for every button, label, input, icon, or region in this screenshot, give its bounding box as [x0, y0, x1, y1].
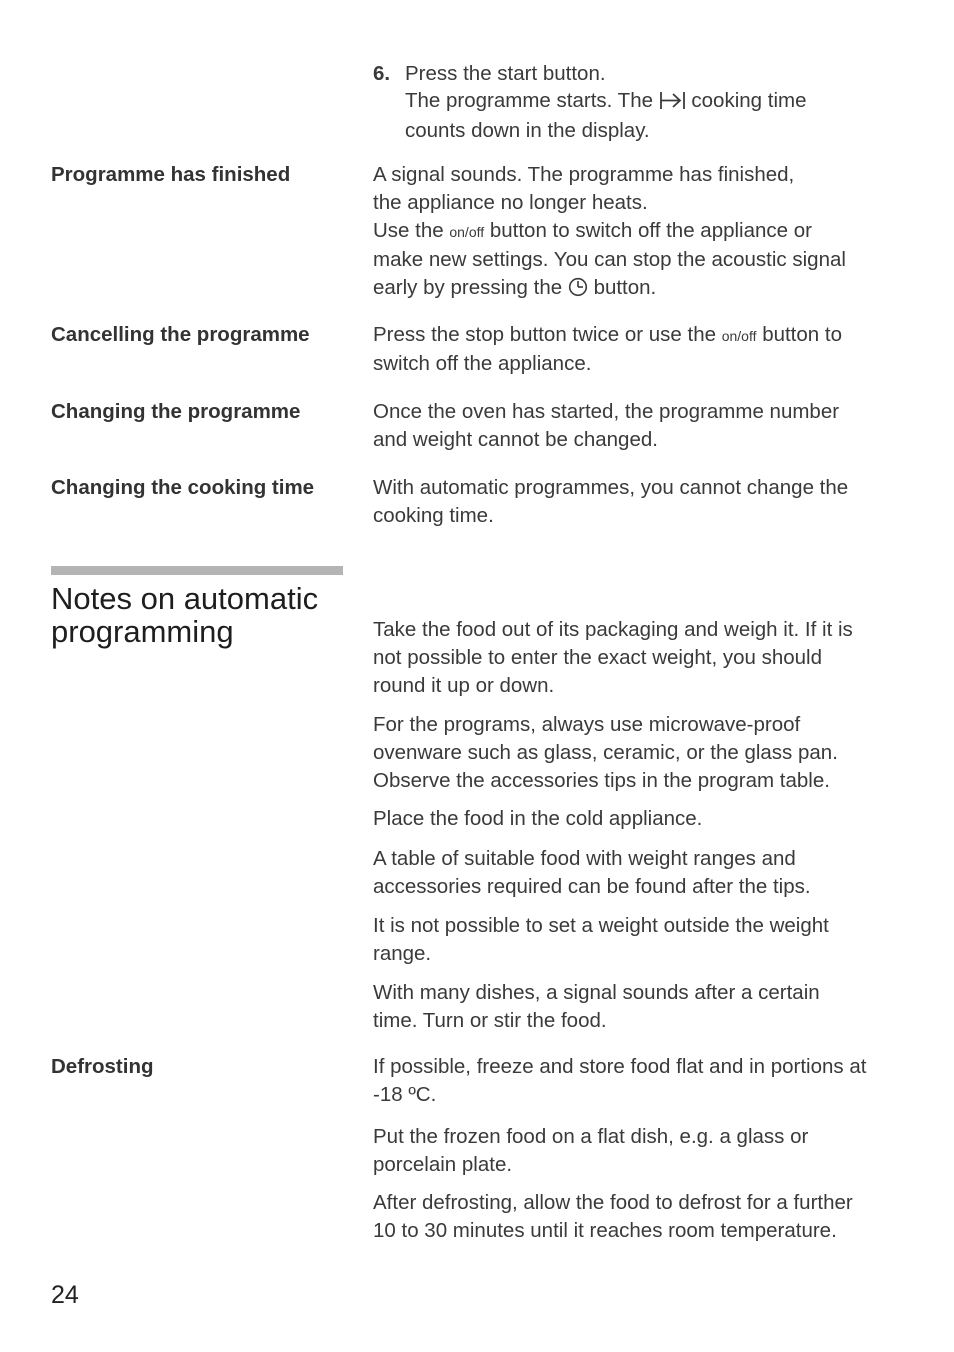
step-6-line-part: cooking time: [691, 89, 807, 112]
label-programme-finished: Programme has finished: [51, 163, 291, 186]
text-line: After defrosting, allow the food to defrost for a further: [373, 1191, 853, 1214]
text-line: Place the food in the cold appliance.: [373, 807, 703, 830]
text-line: not possible to enter the exact weight, you should: [373, 646, 823, 669]
label-changing-cooking-time: Changing the cooking time: [51, 476, 315, 499]
label-changing-programme: Changing the programme: [51, 400, 301, 423]
text-line: A signal sounds. The programme has finished,: [373, 163, 795, 186]
defrosting-paragraph: [373, 1123, 903, 1179]
text-line: Observe the accessories tips in the program table.: [373, 769, 830, 792]
text-part: button to switch off the appliance or: [489, 219, 812, 242]
text-line: accessories required can be found after the tips.: [373, 875, 811, 898]
programme-finished-text: [373, 161, 903, 305]
changing-time-text: [373, 474, 903, 530]
changing-programme-text: [373, 398, 903, 454]
notes-paragraph: [373, 912, 903, 968]
text-line: If possible, freeze and store food flat and in portions at: [373, 1055, 867, 1078]
text-line: porcelain plate.: [373, 1153, 513, 1176]
step-6-line: [405, 87, 885, 117]
heading-line: Notes on automatic: [51, 581, 319, 616]
text-line: Take the food out of its packaging and weigh it. If it is: [373, 618, 853, 641]
text-line: 10 to 30 minutes until it reaches room temperature.: [373, 1219, 837, 1242]
text-line: With automatic programmes, you cannot change the: [373, 476, 849, 499]
cooking-time-icon: [659, 90, 686, 117]
step-number: 6.: [373, 62, 391, 85]
step-6-line: Press the start button.: [405, 62, 606, 85]
text-line: range.: [373, 942, 432, 965]
text-line: time. Turn or stir the food.: [373, 1009, 607, 1032]
text-line: [373, 217, 903, 246]
text-line: A table of suitable food with weight ranges and: [373, 847, 796, 870]
step-6-line: counts down in the display.: [405, 119, 650, 142]
label-cancelling-programme: Cancelling the programme: [51, 323, 310, 346]
clock-icon: [568, 277, 588, 305]
step-6-text: [405, 60, 885, 144]
notes-paragraph: [373, 616, 903, 700]
section-heading: [51, 582, 351, 648]
text-line: It is not possible to set a weight outside the weight: [373, 914, 829, 937]
text-line: round it up or down.: [373, 674, 555, 697]
text-line: make new settings. You can stop the acoustic signal: [373, 248, 846, 271]
text-line: [373, 274, 903, 305]
text-line: For the programs, always use microwave-proof: [373, 713, 801, 736]
step-6-line-part: The programme starts. The: [405, 89, 653, 112]
onoff-button-symbol: on/off: [721, 328, 757, 344]
text-line: cooking time.: [373, 504, 494, 527]
text-line: [373, 321, 903, 350]
text-line: switch off the appliance.: [373, 352, 592, 375]
heading-line: programming: [51, 614, 234, 649]
cancelling-text: [373, 321, 903, 378]
text-line: ovenware such as glass, ceramic, or the glass pan.: [373, 741, 838, 764]
text-part: button.: [593, 276, 657, 299]
notes-paragraph: [373, 805, 903, 833]
text-line: and weight cannot be changed.: [373, 428, 658, 451]
text-line: Once the oven has started, the programme number: [373, 400, 840, 423]
defrosting-paragraph: [373, 1053, 903, 1109]
notes-paragraph: [373, 845, 903, 901]
text-line: the appliance no longer heats.: [373, 191, 648, 214]
notes-paragraph: [373, 711, 903, 795]
section-rule: [51, 566, 343, 575]
page-number: 24: [51, 1281, 79, 1309]
defrosting-paragraph: [373, 1189, 903, 1245]
onoff-button-symbol: on/off: [449, 224, 485, 240]
label-defrosting: Defrosting: [51, 1055, 154, 1078]
text-line: With many dishes, a signal sounds after a certain: [373, 981, 820, 1004]
text-line: -18 ºC.: [373, 1083, 437, 1106]
text-part: Use the: [373, 219, 444, 242]
text-part: Press the stop button twice or use the: [373, 323, 716, 346]
notes-paragraph: [373, 979, 903, 1035]
text-part: button to: [762, 323, 842, 346]
text-part: early by pressing the: [373, 276, 563, 299]
text-line: Put the frozen food on a flat dish, e.g. a glass or: [373, 1125, 809, 1148]
